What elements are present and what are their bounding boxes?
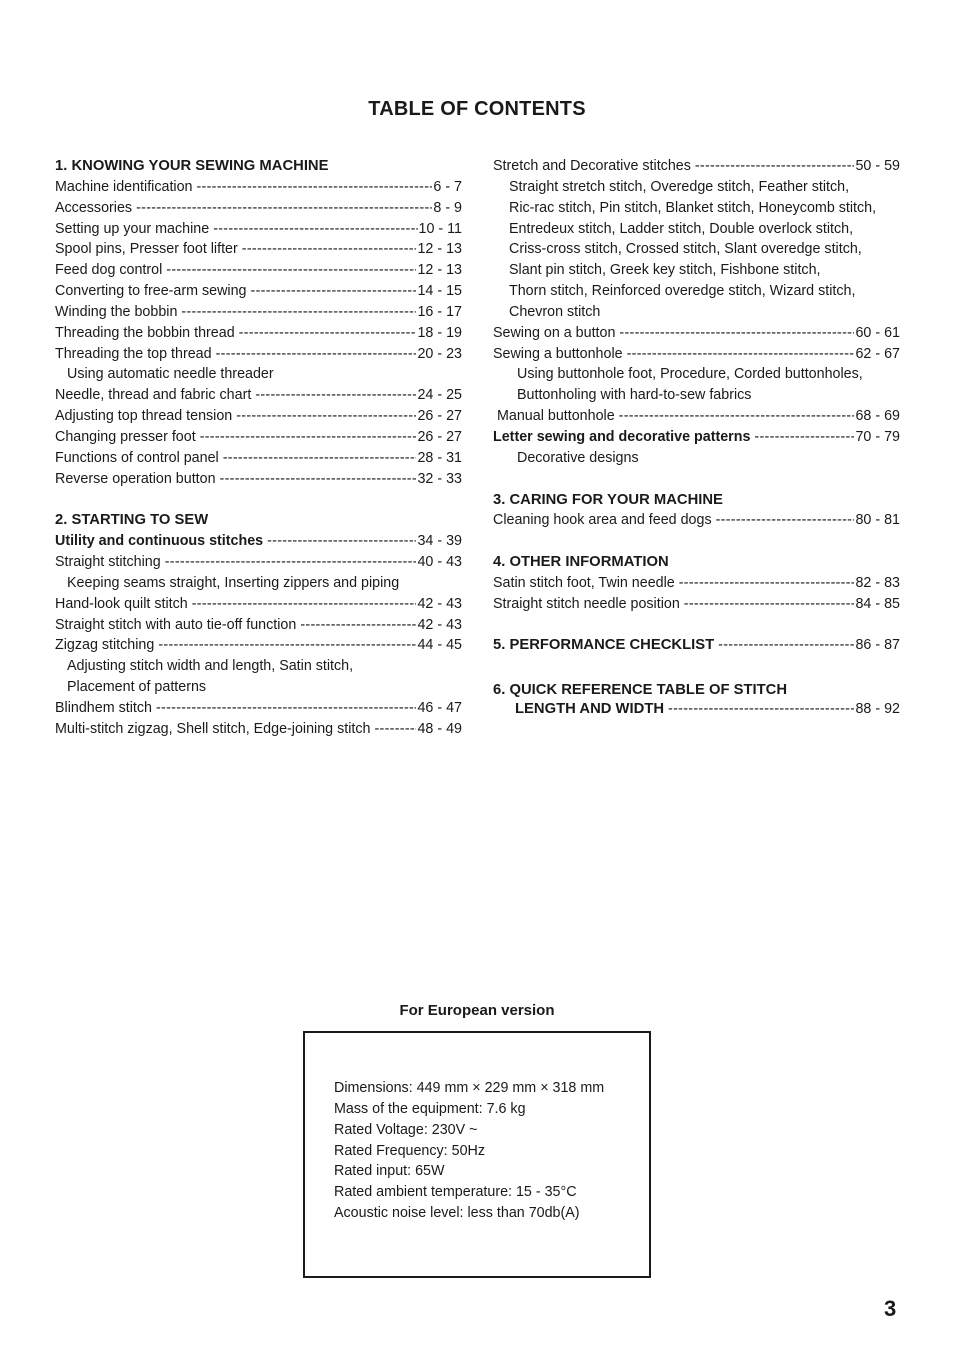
dot-leader [136,198,432,219]
toc-subentry: Adjusting stitch width and length, Satin stitch, [67,658,354,675]
dot-leader [197,177,433,198]
dot-leader [374,719,416,740]
dot-leader [156,698,417,719]
european-version-heading: For European version [399,1002,555,1019]
section-heading-1: 1. KNOWING YOUR SEWING MACHINE [55,158,329,174]
dot-leader [754,427,854,448]
spec-line: Rated Voltage: 230V ~ [334,1121,478,1138]
dot-leader [200,427,417,448]
dot-leader [300,615,416,636]
toc-subentry: Placement of patterns [67,679,207,696]
toc-entry[interactable]: Accessories ----- 8 - 9 [55,198,462,219]
toc-left-column [55,156,462,740]
page-title: TABLE OF CONTENTS [368,98,586,120]
toc-entry[interactable]: Straight stitching ----- 40 - 43 [55,552,462,573]
toc-subentry: Decorative designs [517,449,639,466]
spacer [493,469,900,490]
dot-leader [716,510,855,531]
toc-subentry: Criss-cross stitch, Crossed stitch, Slant overedge stitch, [509,241,862,258]
page-number: 3 [884,1296,897,1321]
toc-subentry: Chevron stitch [509,303,601,320]
dot-leader [192,594,417,615]
dot-leader [220,469,417,490]
spacer [55,490,462,511]
toc-entry[interactable]: Straight stitch needle position ----- 84 - 85 [493,594,900,615]
dot-leader [166,260,416,281]
section-heading-2: 2. STARTING TO SEW [55,512,209,529]
dot-leader [255,385,416,406]
dot-leader [181,302,416,323]
dot-leader [242,239,417,260]
dot-leader [627,344,855,365]
dot-leader [216,344,417,365]
toc-subentry: Buttonholing with hard-to-sew fabrics [517,387,752,404]
toc-entry[interactable]: Changing presser foot ----- 26 - 27 [55,427,462,448]
toc-entry[interactable]: Blindhem stitch ----- 46 - 47 [55,698,462,719]
toc-entry[interactable]: Multi-stitch zigzag, Shell stitch, Edge-joining stitch ----- 48 - 49 [55,719,462,740]
toc-entry[interactable]: Machine identification ----- 6 - 7 [55,177,462,198]
spec-line: Rated Frequency: 50Hz [334,1142,485,1159]
european-spec-box [303,1031,651,1278]
section-heading-3: 3. CARING FOR YOUR MACHINE [493,491,723,508]
toc-entry[interactable]: Stretch and Decorative stitches ----- 50 - 59 [493,156,900,177]
toc-subentry: Slant pin stitch, Greek key stitch, Fishbone stitch, [509,262,821,279]
toc-subentry: Using automatic needle threader [67,366,274,383]
toc-entry[interactable]: Threading the bobbin thread ----- 18 - 19 [55,323,462,344]
toc-entry-performance-checklist[interactable]: 5. PERFORMANCE CHECKLIST ----- 86 - 87 [493,635,900,656]
toc-entry-quick-reference[interactable]: LENGTH AND WIDTH ----- 88 - 92 [493,701,900,718]
section-heading-6: 6. QUICK REFERENCE TABLE OF STITCH [493,682,788,699]
toc-subentry: Keeping seams straight, Inserting zippers and piping [67,574,400,591]
toc-entry[interactable]: Feed dog control ----- 12 - 13 [55,260,462,281]
dot-leader [239,323,417,344]
toc-entry[interactable]: Manual buttonhole ----- 68 - 69 [493,406,900,427]
spec-line: Rated input: 65W [334,1163,445,1180]
spec-line: Dimensions: 449 mm × 229 mm × 318 mm [334,1080,605,1096]
toc-entry[interactable]: Letter sewing and decorative patterns ----- 70 - 79 [493,427,900,448]
toc-entry[interactable]: Sewing on a button ----- 60 - 61 [493,323,900,344]
toc-entry[interactable]: Zigzag stitching ----- 44 - 45 [55,635,462,656]
toc-entry[interactable]: Winding the bobbin ----- 16 - 17 [55,302,462,323]
toc-entry[interactable]: Setting up your machine ----- 10 - 11 [55,219,462,240]
toc-entry[interactable]: Functions of control panel ----- 28 - 31 [55,448,462,469]
toc-subentry: Ric-rac stitch, Pin stitch, Blanket stitch, Honeycomb stitch, [509,199,877,216]
toc-entry[interactable]: Sewing a buttonhole ----- 62 - 67 [493,344,900,365]
spacer [493,615,900,636]
toc-entry[interactable]: Utility and continuous stitches ----- 34 - 39 [55,531,462,552]
dot-leader [695,156,855,177]
dot-leader [165,552,417,573]
spec-lines [334,1078,604,1224]
toc-entry[interactable]: Cleaning hook area and feed dogs ----- 80 - 81 [493,510,900,531]
toc-subentry: Using buttonhole foot, Procedure, Corded buttonholes, [517,366,863,383]
dot-leader [684,594,855,615]
toc-entry[interactable]: Threading the top thread ----- 20 - 23 [55,344,462,365]
dot-leader [679,573,855,594]
spec-line: Acoustic noise level: less than 70db(A) [334,1205,580,1222]
toc-subentry: Entredeux stitch, Ladder stitch, Double overlock stitch, [509,220,854,237]
section-heading-4: 4. OTHER INFORMATION [493,554,669,571]
toc-entry[interactable]: Satin stitch foot, Twin needle ----- 82 - 83 [493,573,900,594]
dot-leader [267,531,416,552]
dot-leader [619,323,854,344]
toc-right-column [493,156,900,718]
toc-entry[interactable]: Needle, thread and fabric chart ----- 24 - 25 [55,385,462,406]
dot-leader [619,406,855,427]
dot-leader [251,281,417,302]
dot-leader [718,635,854,656]
spacer [493,656,900,680]
toc-subentry: Straight stretch stitch, Overedge stitch, Feather stitch, [509,178,850,195]
toc-entry[interactable]: Spool pins, Presser foot lifter ----- 12 - 13 [55,239,462,260]
toc-entry[interactable]: Hand-look quilt stitch ----- 42 - 43 [55,594,462,615]
spec-line: Rated ambient temperature: 15 - 35°C [334,1184,577,1201]
toc-entry[interactable]: Straight stitch with auto tie-off function ----- 42 - 43 [55,615,462,636]
dot-leader [223,448,417,469]
toc-entry[interactable]: Reverse operation button ----- 32 - 33 [55,469,462,490]
toc-entry[interactable]: Adjusting top thread tension ----- 26 - 27 [55,406,462,427]
dot-leader [158,635,416,656]
toc-subentry: Thorn stitch, Reinforced overedge stitch, Wizard stitch, [509,283,856,300]
toc-entry[interactable]: Converting to free-arm sewing ----- 14 - 15 [55,281,462,302]
spacer [493,531,900,552]
dot-leader [668,701,854,718]
dot-leader [236,406,416,427]
spec-line: Mass of the equipment: 7.6 kg [334,1100,526,1117]
dot-leader [213,219,417,240]
